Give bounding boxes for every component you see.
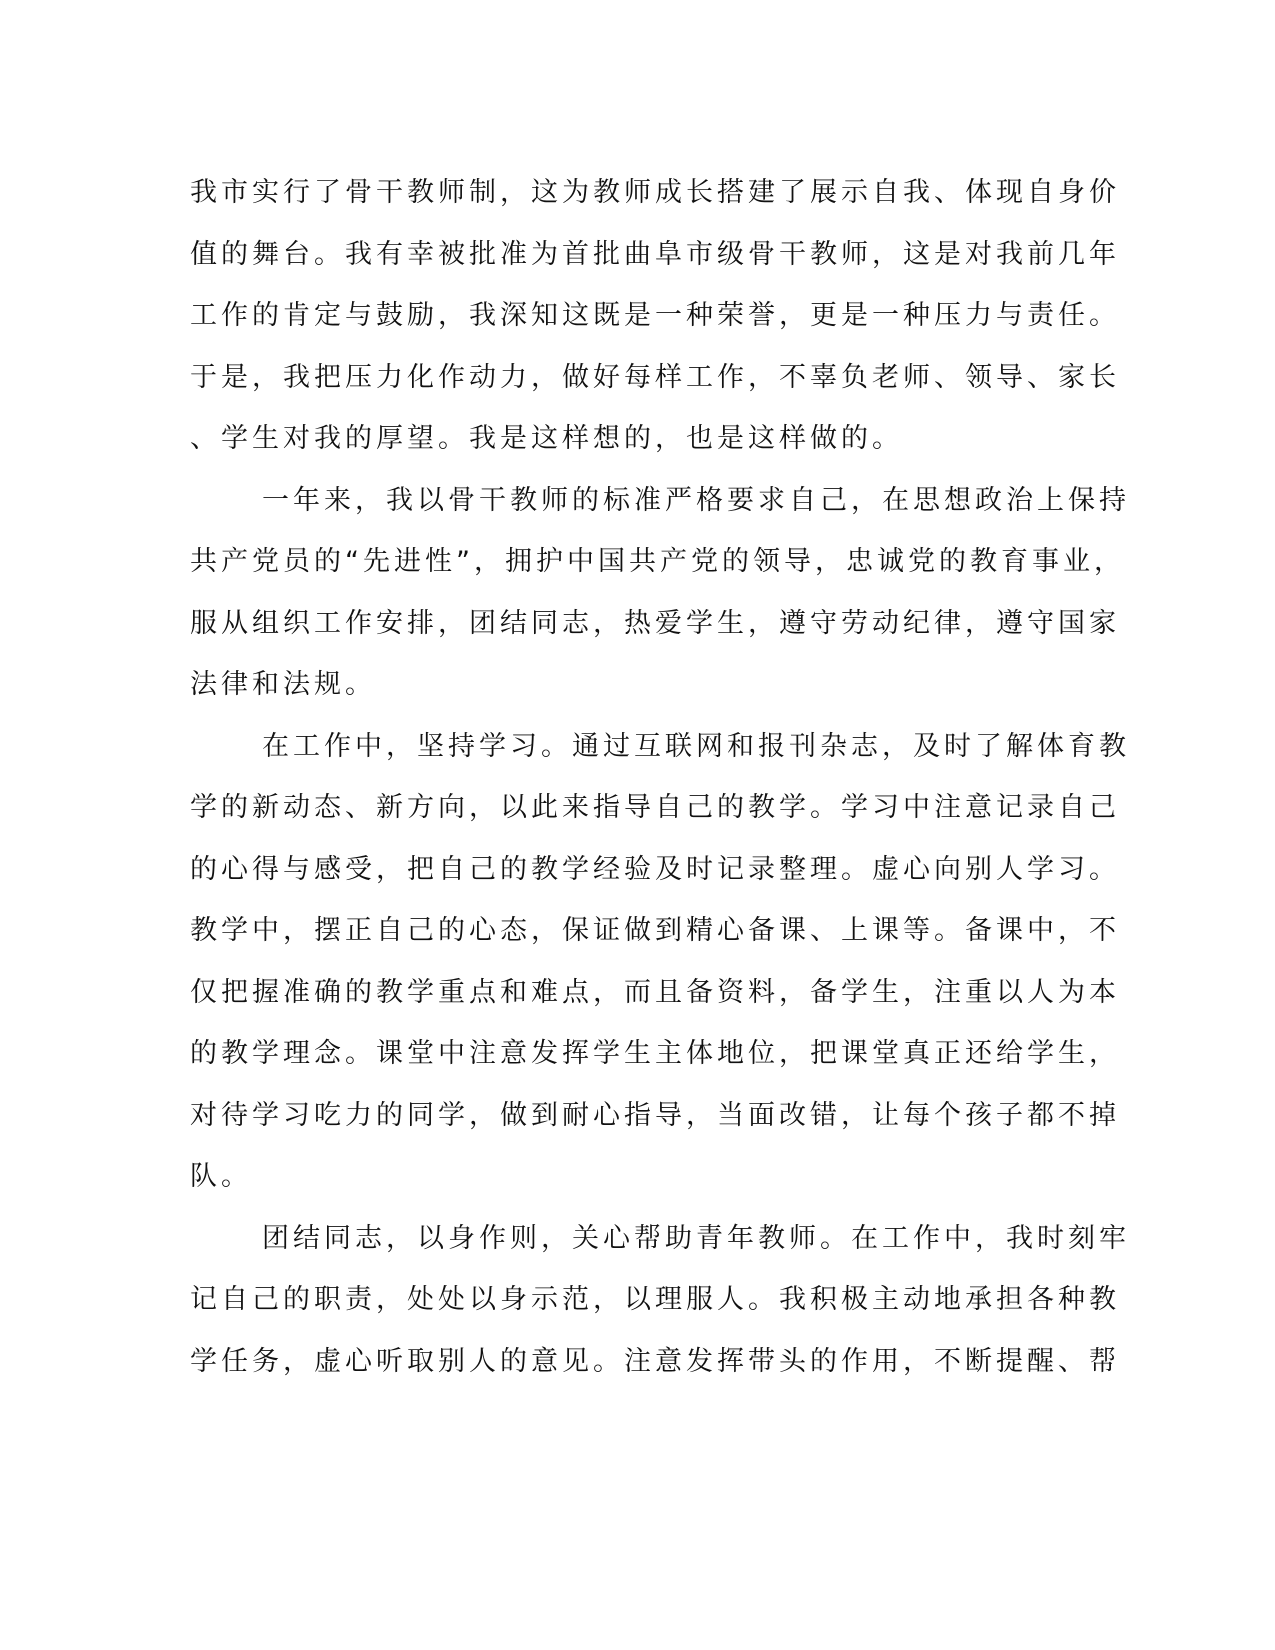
text-line: 学任务，虚心听取别人的意见。注意发挥带头的作用，不断提醒、帮 bbox=[190, 1345, 1120, 1377]
text-line: 仅把握准确的教学重点和难点，而且备资料，备学生，注重以人为本 bbox=[190, 976, 1120, 1008]
text-line: 我市实行了骨干教师制，这为教师成长搭建了展示自我、体现自身价 bbox=[190, 177, 1120, 208]
text-line: 一年来，我以骨干教师的标准严格要求自己，在思想政治上保持 bbox=[262, 484, 1130, 516]
paragraph-2 bbox=[190, 470, 1130, 716]
paragraph-1 bbox=[190, 162, 1120, 470]
text-line: 共产党员的“先进性”，拥护中国共产党的领导，忠诚党的教育事业， bbox=[190, 546, 1125, 577]
text-line: 的教学理念。课堂中注意发挥学生主体地位，把课堂真正还给学生， bbox=[190, 1038, 1120, 1069]
text-line: 在工作中，坚持学习。通过互联网和报刊杂志，及时了解体育教 bbox=[262, 730, 1130, 762]
paragraph-4 bbox=[190, 1208, 1130, 1393]
text-line: 的心得与感受，把自己的教学经验及时记录整理。虚心向别人学习。 bbox=[190, 853, 1120, 885]
text-line: 记自己的职责，处处以身示范，以理服人。我积极主动地承担各种教 bbox=[190, 1284, 1120, 1315]
text-line: 对待学习吃力的同学，做到耐心指导，当面改错，让每个孩子都不掉 bbox=[190, 1099, 1120, 1131]
text-line: 值的舞台。我有幸被批准为首批曲阜市级骨干教师，这是对我前几年 bbox=[190, 238, 1120, 270]
text-line: 教学中，摆正自己的心态，保证做到精心备课、上课等。备课中，不 bbox=[190, 915, 1120, 946]
text-line: 队。 bbox=[190, 1161, 252, 1192]
document-body bbox=[190, 162, 1130, 1392]
text-line: 学的新动态、新方向，以此来指导自己的教学。学习中注意记录自己 bbox=[190, 792, 1120, 823]
text-line: 、学生对我的厚望。我是这样想的，也是这样做的。 bbox=[190, 423, 903, 454]
paragraph-3 bbox=[190, 716, 1130, 1208]
text-line: 法律和法规。 bbox=[190, 669, 376, 700]
text-line: 服从组织工作安排，团结同志，热爱学生，遵守劳动纪律，遵守国家 bbox=[190, 607, 1120, 639]
text-line: 工作的肯定与鼓励，我深知这既是一种荣誉，更是一种压力与责任。 bbox=[190, 300, 1120, 331]
text-line: 团结同志，以身作则，关心帮助青年教师。在工作中，我时刻牢 bbox=[262, 1222, 1130, 1254]
text-line: 于是，我把压力化作动力，做好每样工作，不辜负老师、领导、家长 bbox=[190, 361, 1120, 393]
